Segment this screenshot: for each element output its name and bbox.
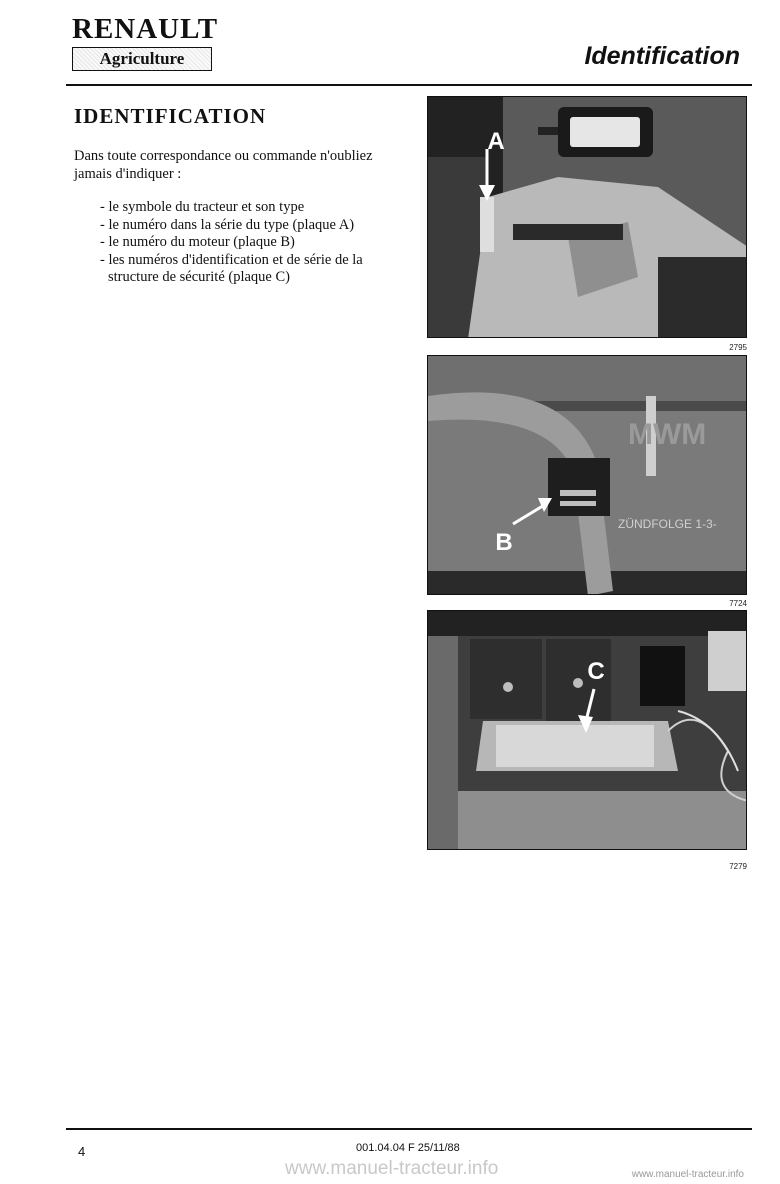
list-item: - les numéros d'identification et de série de la structure de sécurité (plaque C) xyxy=(100,251,363,285)
photo-plate-a xyxy=(427,96,747,338)
identification-list xyxy=(100,199,405,287)
photo-c-label: C xyxy=(587,658,605,685)
photo-plate-c xyxy=(427,610,747,850)
photo-a-illustration xyxy=(428,97,747,338)
photo-c-relay xyxy=(640,646,685,706)
intro-paragraph: Dans toute correspondance ou commande n'oubliez jamais d'indiquer : xyxy=(74,148,373,182)
watermark: www.manuel-tracteur.info xyxy=(285,1158,499,1179)
document-reference: 001.04.04 F 25/11/88 xyxy=(356,1142,460,1154)
photo-b-firing-order: ZÜNDFOLGE 1-3- xyxy=(618,517,717,531)
photo-a-lamp-lens xyxy=(570,117,640,147)
figure-number: 7724 xyxy=(729,599,747,608)
photo-c-panel xyxy=(708,631,747,691)
photo-c-illustration xyxy=(428,611,747,850)
photo-c-knob xyxy=(573,678,583,688)
list-item: - le symbole du tracteur et son type xyxy=(100,199,305,215)
page-title: IDENTIFICATION xyxy=(74,104,267,128)
photo-a-plate-grille xyxy=(513,224,623,240)
list-item: - le numéro dans la série du type (plaque A) xyxy=(100,216,355,233)
division-label: Agriculture xyxy=(72,47,212,71)
figure-number: 7279 xyxy=(729,862,747,871)
photo-a-wheel xyxy=(658,257,747,338)
photo-b-label: B xyxy=(495,529,513,556)
photo-b-plate xyxy=(548,458,610,516)
section-header: Identification xyxy=(584,42,740,70)
photo-b-plate-line xyxy=(560,490,596,496)
photo-c-plate xyxy=(496,725,654,767)
bottom-divider xyxy=(66,1128,752,1130)
photo-b-engine-brand: MWM xyxy=(628,418,707,451)
photo-b-plate-line xyxy=(560,501,596,506)
top-divider xyxy=(66,84,752,86)
photo-a-plate xyxy=(480,197,494,252)
figure-number: 2795 xyxy=(729,343,747,352)
photo-c-left-wall xyxy=(428,636,458,850)
photo-a-label: A xyxy=(487,128,505,155)
photo-c-box-left xyxy=(470,639,542,719)
page-number: 4 xyxy=(78,1144,86,1159)
photo-plate-b xyxy=(427,355,747,595)
photo-c-top-edge xyxy=(428,611,747,636)
brand-name: RENAULT xyxy=(72,13,219,45)
photo-c-floor xyxy=(458,791,747,850)
list-item: - le numéro du moteur (plaque B) xyxy=(100,234,295,250)
photo-c-knob xyxy=(503,682,513,692)
photo-b-illustration xyxy=(428,356,747,595)
watermark-small: www.manuel-tracteur.info xyxy=(631,1169,744,1180)
